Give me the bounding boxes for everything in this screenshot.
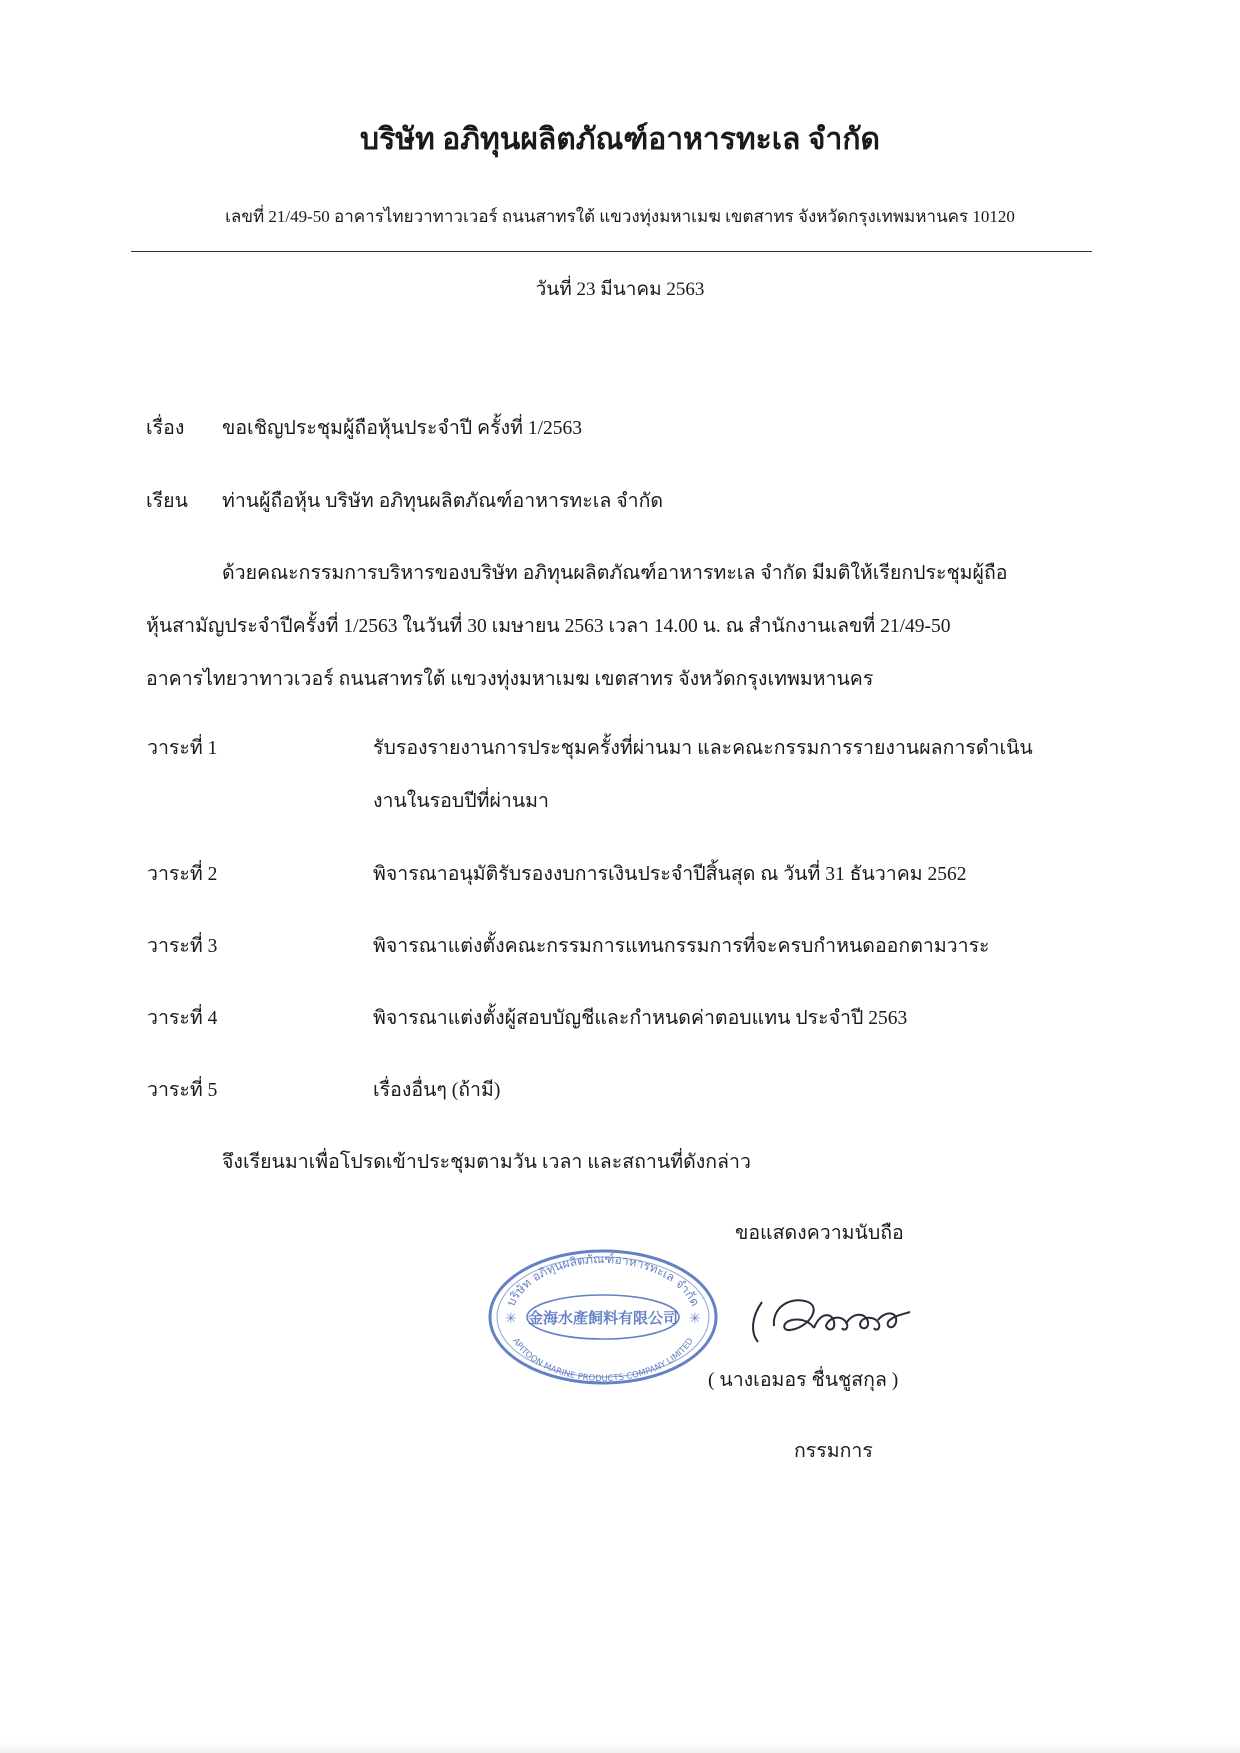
closing-sentence: จึงเรียนมาเพื่อโปรดเข้าประชุมตามวัน เวลา และสถานที่ดังกล่าว: [222, 1152, 751, 1173]
agenda-3-text: พิจารณาแต่งตั้งคณะกรรมการแทนกรรมการที่จะครบกำหนดออกตามวาระ: [373, 936, 990, 957]
agenda-1-text: รับรองรายงานการประชุมครั้งที่ผ่านมา และคณะกรรมการรายงานผลการดำเนิน: [373, 738, 1033, 759]
agenda-4-label: วาระที่ 4: [147, 1008, 218, 1029]
sign-off: ขอแสดงความนับถือ: [735, 1223, 904, 1244]
signatory-name: ( นางเอมอร ชื่นชูสกุล ): [708, 1370, 899, 1391]
agenda-1-label: วาระที่ 1: [147, 738, 218, 759]
company-name: บริษัท อภิทุนผลิตภัณฑ์อาหารทะเล จำกัด: [360, 123, 880, 156]
intro-line: ด้วยคณะกรรมการบริหารของบริษัท อภิทุนผลิตภัณฑ์อาหารทะเล จำกัด มีมติให้เรียกประชุมผู้ถือ: [222, 563, 1008, 584]
svg-text:APITOON MARINE PRODUCTS COMPAN: [510, 1336, 696, 1384]
agenda-2-text: พิจารณาอนุมัติรับรองงบการเงินประจำปีสิ้นสุด ณ วันที่ 31 ธันวาคม 2562: [373, 864, 967, 885]
handwritten-signature: [748, 1282, 918, 1352]
letter-date: วันที่ 23 มีนาคม 2563: [535, 279, 705, 300]
subject-label: เรื่อง: [146, 418, 185, 439]
scan-edge: [0, 1742, 1240, 1753]
agenda-4-text: พิจารณาแต่งตั้งผู้สอบบัญชีและกำหนดค่าตอบแทน ประจำปี 2563: [373, 1008, 908, 1029]
agenda-3-label: วาระที่ 3: [147, 936, 218, 957]
svg-text:บริษัท อภิทุนผลิตภัณฑ์อาหารทะเ: [504, 1252, 703, 1309]
header-divider: [131, 251, 1092, 252]
recipient-label: เรียน: [146, 491, 188, 512]
agenda-5-text: เรื่องอื่นๆ (ถ้ามี): [373, 1080, 501, 1101]
agenda-1-text: งานในรอบปีที่ผ่านมา: [373, 791, 549, 812]
intro-line: อาคารไทยวาทาวเวอร์ ถนนสาทรใต้ แขวงทุ่งมหาเมฆ เขตสาทร จังหวัดกรุงเทพมหานคร: [146, 669, 874, 690]
agenda-5-label: วาระที่ 5: [147, 1080, 218, 1101]
stamp-bottom-text: APITOON MARINE PRODUCTS COMPANY LIMITED: [510, 1336, 696, 1385]
signatory-position: กรรมการ: [794, 1441, 873, 1462]
agenda-2-label: วาระที่ 2: [147, 864, 218, 885]
intro-line: หุ้นสามัญประจำปีครั้งที่ 1/2563 ในวันที่ 30 เมษายน 2563 เวลา 14.00 น. ณ สำนักงานเลขที่ 21/49-50: [146, 616, 951, 637]
svg-text:✳: ✳: [689, 1311, 701, 1327]
subject-value: ขอเชิญประชุมผู้ถือหุ้นประจำปี ครั้งที่ 1/2563: [222, 418, 582, 439]
stamp-center-text: 金海水產飼料有限公司: [527, 1309, 679, 1327]
svg-text:✳: ✳: [505, 1311, 517, 1327]
recipient-value: ท่านผู้ถือหุ้น บริษัท อภิทุนผลิตภัณฑ์อาหารทะเล จำกัด: [222, 491, 664, 512]
company-address: เลขที่ 21/49-50 อาคารไทยวาทาวเวอร์ ถนนสาทรใต้ แขวงทุ่งมหาเมฆ เขตสาทร จังหวัดกรุงเทพมหานคร 10120: [225, 207, 1015, 226]
company-stamp: [483, 1243, 723, 1388]
stamp-top-text: บริษัท อภิทุนผลิตภัณฑ์อาหารทะเล จำกัด: [503, 1251, 703, 1309]
